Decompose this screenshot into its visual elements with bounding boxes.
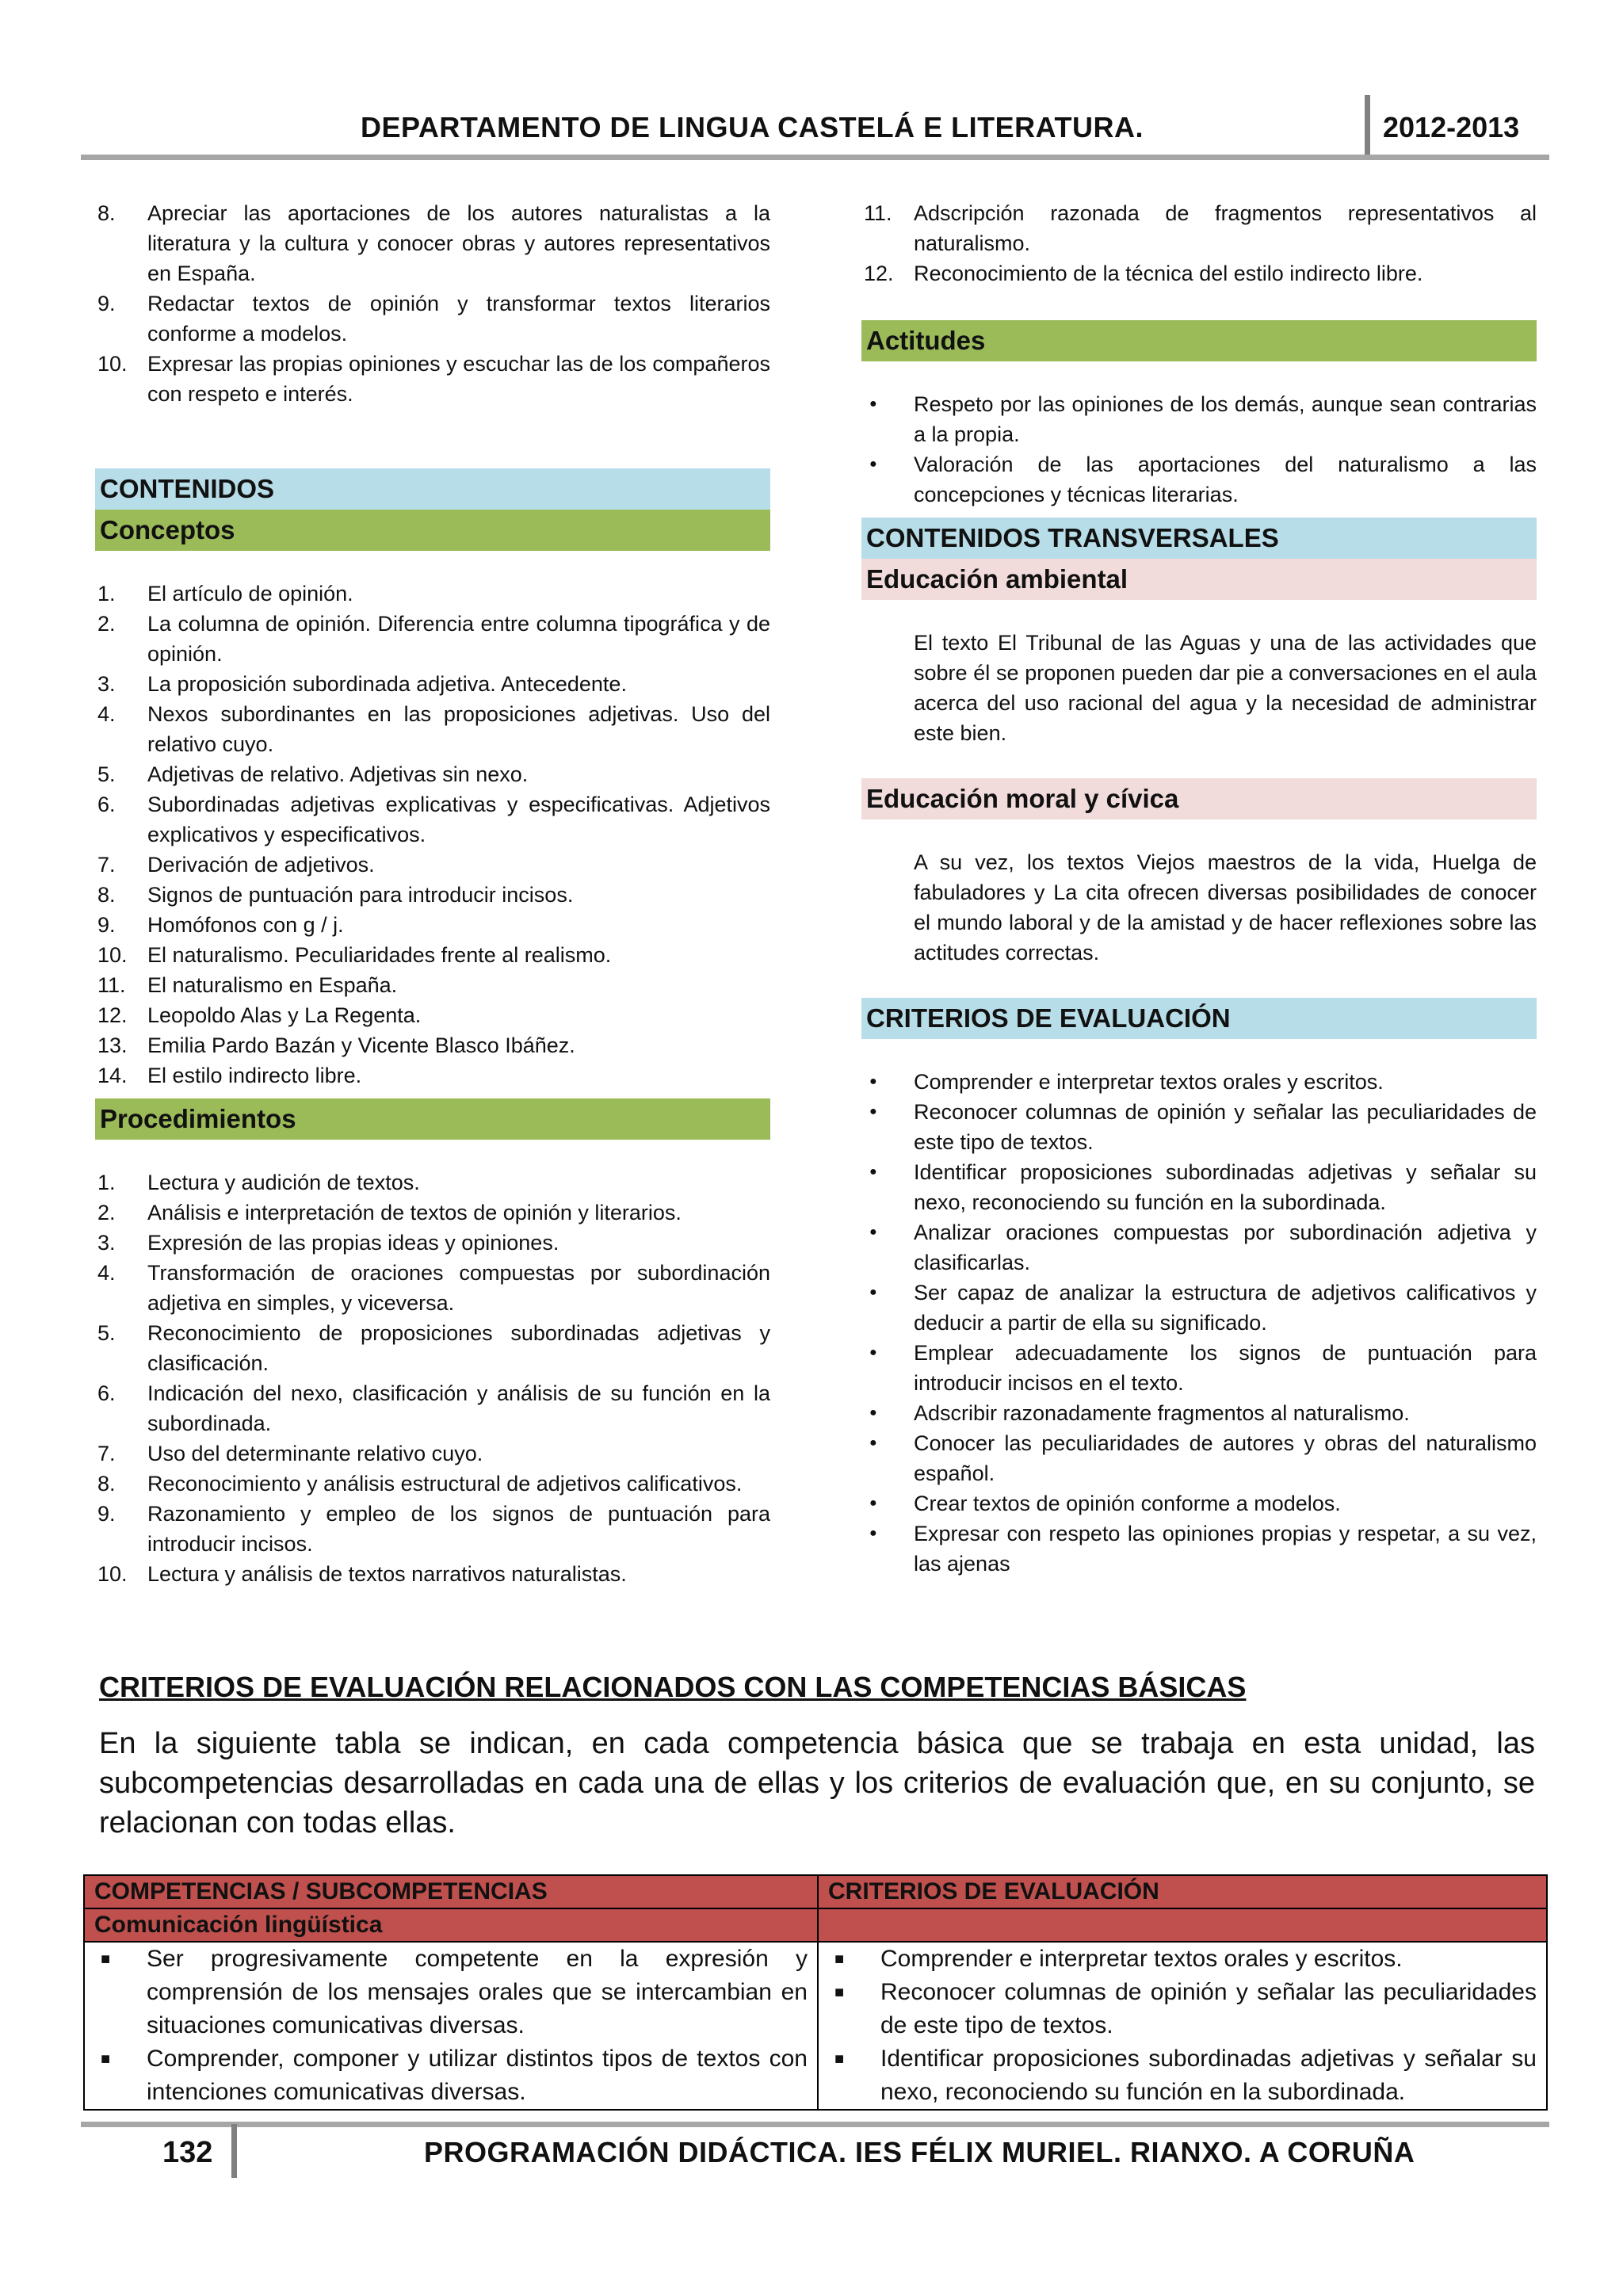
list-item: ■ Identificar proposiciones subordinadas adjetivas y señalar su nexo, reconociendo su función en la subordinada.	[828, 2042, 1537, 2109]
list-item: ■ Ser progresivamente competente en la expresión y comprensión de los mensajes orales que se intercambian en situaciones comunicativas diversas.	[94, 1943, 808, 2042]
header-rule	[81, 155, 1549, 160]
subcompetencias-cell	[84, 1942, 818, 2110]
section-contenidos: CONTENIDOS	[95, 468, 770, 510]
criterios-cell	[818, 1942, 1547, 2110]
list-item: 14. El estilo indirecto libre.	[97, 1064, 362, 1087]
column-header-competencias: COMPETENCIAS / SUBCOMPETENCIAS	[84, 1875, 818, 1908]
list-item: ■ Comprender e interpretar textos orales y escritos.	[828, 1943, 1537, 1976]
section-transversales: CONTENIDOS TRANSVERSALES	[861, 518, 1537, 559]
list-item: 3. La proposición subordinada adjetiva. Antecedente.	[97, 672, 627, 696]
list-item: 8. Signos de puntuación para introducir incisos.	[97, 883, 574, 907]
list-item: 9. Razonamiento y empleo de los signos de puntuación para introducir incisos.	[97, 1502, 770, 1556]
list-item: 9. Homófonos con g / j.	[97, 913, 344, 937]
footer-text: PROGRAMACIÓN DIDÁCTICA. IES FÉLIX MURIEL. RIANXO. A CORUÑA	[424, 2136, 1415, 2168]
list-item: ● Respeto por las opiniones de los demás, aunque sean contrarias a la propia.	[861, 389, 1537, 449]
table-header-row	[84, 1875, 1547, 1908]
list-item: 13. Emilia Pardo Bazán y Vicente Blasco Ibáñez.	[97, 1033, 575, 1057]
column-header-criterios: CRITERIOS DE EVALUACIÓN	[818, 1875, 1547, 1908]
list-item: 8. Reconocimiento y análisis estructural de adjetivos calificativos.	[97, 1472, 743, 1496]
list-item: ● Ser capaz de analizar la estructura de adjetivos calificativos y deducir a partir de ella su significado.	[861, 1278, 1537, 1338]
section-criterios: CRITERIOS DE EVALUACIÓN	[861, 998, 1537, 1039]
section-moral: Educación moral y cívica	[861, 778, 1537, 819]
list-item: 6. Indicación del nexo, clasificación y análisis de su función en la subordinada.	[97, 1381, 770, 1435]
right-column	[861, 198, 1537, 1579]
group-empty-cell	[818, 1908, 1547, 1942]
list-item: 4. Transformación de oraciones compuestas por subordinación adjetiva en simples, y viceversa.	[97, 1261, 770, 1315]
section-actitudes: Actitudes	[861, 320, 1537, 361]
header-year: 2012-2013	[1383, 111, 1520, 143]
list-item: ● Identificar proposiciones subordinadas adjetivas y señalar su nexo, reconociendo su función en la subordinada.	[861, 1157, 1537, 1217]
list-item: 7. Uso del determinante relativo cuyo.	[97, 1442, 483, 1465]
moral-paragraph: A su vez, los textos Viejos maestros de la vida, Huelga de fabuladores y La cita ofrecen diversas posibilidades de conocer el mundo laboral y de la amistad y de hacer reflexiones sobre las actitudes correctas.	[914, 850, 1537, 965]
header-title: DEPARTAMENTO DE LINGUA CASTELÁ E LITERATURA.	[361, 111, 1144, 143]
list-item: 10. Expresar las propias opiniones y escuchar las de los compañeros con respeto e interés.	[97, 352, 770, 406]
list-item: ● Adscribir razonadamente fragmentos al naturalismo.	[861, 1398, 1537, 1428]
list-item: ● Conocer las peculiaridades de autores y obras del naturalismo español.	[861, 1428, 1537, 1488]
list-item: 6. Subordinadas adjetivas explicativas y especificativas. Adjetivos explicativos y especificativos.	[97, 793, 770, 846]
list-item: 8. Apreciar las aportaciones de los autores naturalistas a la literatura y la cultura y conocer obras y autores representativos en España.	[97, 201, 770, 285]
list-item: 11. El naturalismo en España.	[97, 973, 398, 997]
list-item: ● Expresar con respeto las opiniones propias y respetar, a su vez, las ajenas	[861, 1519, 1537, 1579]
procedimientos-list	[95, 1167, 770, 1589]
section-ambiental: Educación ambiental	[861, 559, 1537, 600]
list-item: 4. Nexos subordinantes en las proposiciones adjetivas. Uso del relativo cuyo.	[97, 702, 770, 756]
list-item: 1. Lectura y audición de textos.	[97, 1171, 420, 1194]
competencias-intro: En la siguiente tabla se indican, en cada competencia básica que se trabaja en esta unidad, las subcompetencias desarrolladas en cada una de ellas y los criterios de evaluación que, en su conjunto, se relacionan con todas ellas.	[99, 1727, 1535, 1839]
list-item: 7. Derivación de adjetivos.	[97, 853, 375, 877]
conceptos-list	[95, 579, 770, 1091]
criterios-list	[861, 1067, 1537, 1579]
list-item: 3. Expresión de las propias ideas y opiniones.	[97, 1231, 559, 1255]
list-item: 5. Reconocimiento de proposiciones subordinadas adjetivas y clasificación.	[97, 1321, 770, 1375]
list-item: 2. La columna de opinión. Diferencia entre columna tipográfica y de opinión.	[97, 612, 770, 666]
ambiental-paragraph: El texto El Tribunal de las Aguas y una de las actividades que sobre él se proponen pueden dar pie a conversaciones en el aula acerca del uso racional del agua y la necesidad de administrar este bien.	[914, 631, 1537, 745]
list-item: ● Crear textos de opinión conforme a modelos.	[861, 1488, 1537, 1519]
list-item: 2. Análisis e interpretación de textos de opinión y literarios.	[97, 1201, 682, 1224]
list-item: ● Emplear adecuadamente los signos de puntuación para introducir incisos en el texto.	[861, 1338, 1537, 1398]
list-item: ■ Comprender, componer y utilizar distintos tipos de textos con intenciones comunicativas diversas.	[94, 2042, 808, 2109]
list-item: ● Valoración de las aportaciones del naturalismo a las concepciones y técnicas literarias.	[861, 449, 1537, 510]
section-conceptos: Conceptos	[95, 510, 770, 551]
header-divider	[1365, 95, 1370, 159]
list-item: 12. Leopoldo Alas y La Regenta.	[97, 1003, 422, 1027]
list-item: 9. Redactar textos de opinión y transformar textos literarios conforme a modelos.	[97, 292, 770, 346]
list-item: 10. El naturalismo. Peculiaridades frente al realismo.	[97, 943, 612, 967]
footer-divider	[231, 2124, 237, 2178]
group-label: Comunicación lingüística	[84, 1908, 818, 1942]
table-group-row	[84, 1908, 1547, 1942]
section-procedimientos: Procedimientos	[95, 1098, 770, 1140]
list-item: 11. Adscripción razonada de fragmentos representativos al naturalismo.	[864, 201, 1537, 255]
list-item: ● Comprender e interpretar textos orales y escritos.	[861, 1067, 1537, 1097]
actitudes-list	[861, 389, 1537, 510]
objectives-list	[95, 198, 770, 409]
list-item: 12. Reconocimiento de la técnica del estilo indirecto libre.	[864, 262, 1423, 285]
left-column	[95, 198, 770, 1589]
competencias-table	[83, 1874, 1548, 2111]
procedimientos-cont-list	[861, 198, 1537, 288]
list-item: ■ Reconocer columnas de opinión y señalar las peculiaridades de este tipo de textos.	[828, 1976, 1537, 2042]
list-item: ● Analizar oraciones compuestas por subordinación adjetiva y clasificarlas.	[861, 1217, 1537, 1278]
list-item: ● Reconocer columnas de opinión y señalar las peculiaridades de este tipo de textos.	[861, 1097, 1537, 1157]
footer-rule	[81, 2122, 1549, 2127]
list-item: 1. El artículo de opinión.	[97, 582, 353, 606]
list-item: 10. Lectura y análisis de textos narrativos naturalistas.	[97, 1562, 627, 1586]
competencias-heading: CRITERIOS DE EVALUACIÓN RELACIONADOS CON LAS COMPETENCIAS BÁSICAS	[99, 1671, 1247, 1703]
table-row	[84, 1942, 1547, 2110]
page-number: 132	[162, 2136, 213, 2169]
list-item: 5. Adjetivas de relativo. Adjetivas sin nexo.	[97, 762, 529, 786]
